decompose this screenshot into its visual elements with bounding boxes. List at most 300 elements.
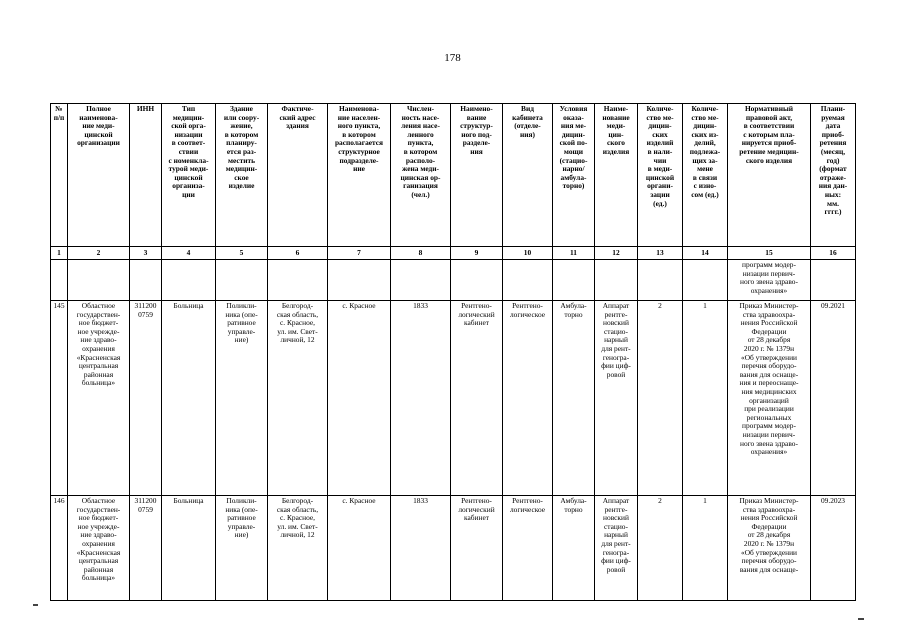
header-line: ния [470, 146, 483, 156]
column-number: 10 [503, 247, 553, 260]
cell-line: фии циф- [601, 361, 631, 371]
cell-device [595, 496, 638, 601]
cell-line: новский [603, 513, 629, 523]
header-line: с которым пла- [743, 129, 795, 139]
cell-line: ства здравоохра- [742, 309, 796, 319]
cell-line: охранения [82, 538, 115, 548]
cell-line: Федерации [751, 521, 787, 531]
header-line: организа- [172, 181, 205, 191]
header-line: ских [652, 129, 668, 139]
cell-line: ровой [606, 369, 626, 379]
cell-line: низации первич- [742, 429, 796, 439]
header-line: мощи [563, 146, 584, 156]
header-line: или соору- [223, 112, 260, 122]
cell-line: 0759 [138, 504, 153, 514]
header-line: Числен- [406, 104, 435, 113]
header-line: изделие [228, 181, 255, 191]
header-row [51, 104, 856, 247]
cell-line: ние) [234, 530, 249, 540]
cell-line: рентге- [604, 504, 628, 514]
cell-conditions [553, 301, 595, 496]
cell-line: геногра- [602, 352, 630, 362]
cell-line: геногра- [602, 547, 630, 557]
scan-mark [33, 604, 38, 606]
cell-line: перечня оборудо- [741, 361, 797, 371]
cell-unit [451, 301, 503, 496]
cell-line: районная [83, 369, 114, 379]
cell-address [268, 301, 328, 496]
header-line: планиру- [226, 138, 257, 148]
cell-line: для рент- [601, 538, 631, 548]
header-cell-16 [811, 104, 856, 247]
column-number-row [51, 247, 856, 260]
cell-conditions [553, 496, 595, 601]
cell-line: больница» [81, 378, 116, 388]
header-line: ретения [819, 138, 847, 148]
continuation-line: программ модер- [742, 260, 796, 269]
column-number: 2 [68, 247, 130, 260]
cell-qty [638, 496, 683, 601]
header-line: дата [825, 121, 841, 131]
column-number: 11 [553, 247, 595, 260]
cell-line: вания для оснаще- [739, 564, 799, 574]
cell-line: Областное [81, 496, 116, 505]
cell-date [811, 301, 856, 496]
cell-line: с. Красное [342, 496, 376, 505]
header-line: цинской [84, 129, 113, 139]
header-line: Количе- [646, 104, 674, 113]
cell-line: кабинет [464, 318, 489, 328]
header-line: (стацио- [559, 155, 588, 165]
header-line: зации [650, 189, 670, 199]
header-line: в соответствии [743, 121, 795, 131]
cell-line: с. Красное, [279, 513, 316, 523]
header-line: ретение медицин- [739, 146, 799, 156]
header-line: в котором [224, 129, 259, 139]
cell-line: охранения» [750, 447, 788, 457]
cell-org [68, 301, 130, 496]
header-line: (чел.) [411, 189, 430, 199]
cell-line: ства здравоохра- [742, 504, 796, 514]
header-line: ния дан- [818, 181, 848, 191]
cell-line: ративное [227, 513, 256, 523]
cell-address [268, 496, 328, 601]
header-line: кабинета [512, 112, 543, 122]
continuation-line: ного звена здраво- [740, 277, 798, 287]
header-line: Нормативный [744, 104, 794, 113]
cell-replace [683, 301, 728, 496]
cell-line: 311200 [134, 496, 157, 505]
header-line: жена меди- [401, 164, 440, 174]
cell-line: Аппарат [602, 301, 630, 310]
cell-line: больница» [81, 573, 116, 583]
header-line: вание [466, 112, 487, 122]
column-number: 9 [451, 247, 503, 260]
header-line: медицин- [172, 112, 205, 122]
header-line: цинской [645, 172, 675, 182]
header-line: амбула- [560, 172, 587, 182]
cell-line: нарный [604, 335, 628, 345]
header-line: ния ме- [560, 121, 587, 131]
header-line: Наименова- [339, 104, 379, 113]
header-line: ской по- [559, 138, 588, 148]
column-number: 13 [638, 247, 683, 260]
cell-line: от 28 декабря [747, 530, 791, 540]
row-number: 145 [51, 301, 68, 496]
cell-line: личной, 12 [280, 335, 315, 345]
header-line: цин- [608, 129, 624, 139]
header-line: (формат [819, 164, 847, 174]
header-line: нарно/ [562, 164, 585, 174]
cell-line: ние здраво- [80, 530, 117, 540]
header-line: ское [234, 172, 249, 182]
cell-line: Рентгено- [461, 301, 492, 310]
cell-unit [451, 496, 503, 601]
header-cell-11 [553, 104, 595, 247]
header-line: ных: [824, 189, 842, 199]
cell-line: рентге- [604, 309, 628, 319]
cell-line: ративное [227, 318, 256, 328]
cell-building [216, 301, 268, 496]
header-line: структур- [460, 121, 493, 131]
header-line: ции [182, 189, 195, 199]
cell-line: логический [458, 309, 495, 319]
cell-date [811, 496, 856, 601]
cell-line: Амбула- [560, 496, 587, 505]
header-line: ствии [178, 146, 199, 156]
cell-line: 09.2023 [820, 496, 846, 505]
cell-line: 1 [703, 301, 707, 310]
cell-line: 2 [658, 301, 662, 310]
cell-act [728, 496, 811, 601]
header-line: дицин- [693, 121, 717, 131]
header-line: жение, [230, 121, 253, 131]
header-line: (отделе- [514, 121, 541, 131]
header-line: пункта, [407, 138, 434, 148]
cell-qty [638, 301, 683, 496]
page-number: 178 [444, 52, 461, 64]
cell-line: «Об утверждении [741, 352, 797, 362]
header-line: Здание [230, 104, 253, 113]
header-line: оказа- [563, 112, 584, 122]
cell-line: «Об утверждении [741, 547, 797, 557]
header-line: изделий [646, 138, 674, 148]
cell-settlement [328, 301, 391, 496]
cell-line: Приказ Министер- [739, 301, 799, 310]
cell-line: с. Красное [342, 301, 376, 310]
cell-line: государствен- [76, 309, 121, 319]
header-line: дицин- [648, 121, 672, 131]
cell-inn [130, 301, 162, 496]
header-line: ство ме- [691, 112, 719, 122]
cell-line: ния и переоснаще- [739, 378, 799, 388]
cell-line: Белгород- [281, 301, 314, 310]
header-line: № [55, 104, 63, 113]
table-row [51, 496, 856, 601]
cell-line: Рентгено- [512, 496, 543, 505]
column-number: 16 [811, 247, 856, 260]
cell-line: Приказ Министер- [739, 496, 799, 505]
continuation-row [51, 260, 856, 301]
cell-line: от 28 декабря [747, 335, 791, 345]
column-number: 7 [328, 247, 391, 260]
cell-line: Поликли- [226, 301, 257, 310]
cell-line: Рентгено- [512, 301, 543, 310]
cell-line: ул. им. Свет- [277, 326, 318, 336]
header-line: Условия [559, 104, 588, 113]
row-number: 146 [51, 496, 68, 601]
header-line: разделе- [462, 138, 491, 148]
cell-line: при реализации [744, 404, 794, 414]
cell-line: 09.2021 [820, 301, 846, 310]
cell-line: Федерации [751, 326, 787, 336]
header-line: Наимено- [460, 104, 493, 113]
header-line: ский адрес [279, 112, 316, 122]
cell-line: кабинет [464, 513, 489, 523]
column-number: 14 [683, 247, 728, 260]
header-cell-1 [51, 104, 68, 247]
header-line: ство ме- [646, 112, 674, 122]
cell-device [595, 301, 638, 496]
cell-line: ное бюджет- [78, 513, 119, 523]
header-cell-14 [683, 104, 728, 247]
header-line: ние [353, 164, 365, 174]
column-number: 1 [51, 247, 68, 260]
header-line: делий, [694, 138, 716, 148]
cell-line: стацио- [604, 326, 628, 336]
header-line: приоб- [821, 129, 845, 139]
header-line: дицин- [561, 129, 586, 139]
cell-line: логическое [509, 504, 546, 514]
cell-line: ния медицинских [741, 386, 797, 396]
cell-line: охранения [82, 343, 115, 353]
header-line: ного пункта, [337, 121, 381, 131]
cell-line: ное бюджет- [78, 318, 119, 328]
header-line: здания [286, 121, 309, 131]
header-line: изделия [602, 146, 630, 156]
header-line: низации [174, 129, 203, 139]
cell-cabinet [503, 301, 553, 496]
cell-line: 311200 [134, 301, 157, 310]
header-line: структурное [338, 146, 380, 156]
header-line: в меди- [647, 164, 673, 174]
column-number: 8 [391, 247, 451, 260]
header-cell-5 [216, 104, 268, 247]
cell-line: региональных [746, 412, 792, 422]
header-line: ского изделия [745, 155, 793, 165]
header-line: располагается [334, 138, 384, 148]
cell-line: ника (опе- [225, 309, 258, 319]
header-line: располо- [405, 155, 436, 165]
cell-inn [130, 496, 162, 601]
cell-line: 0759 [138, 309, 153, 319]
cell-line: 1 [703, 496, 707, 505]
header-cell-6 [268, 104, 328, 247]
header-line: подлежа- [689, 146, 721, 156]
cell-line: Больница [173, 496, 204, 505]
cell-line: стацио- [604, 521, 628, 531]
header-line: п/п [53, 112, 65, 122]
cell-line: 1833 [413, 301, 428, 310]
column-number: 4 [162, 247, 216, 260]
cell-line: ровой [606, 564, 626, 574]
cell-line: 2 [658, 496, 662, 505]
cell-population [391, 301, 451, 496]
header-line: в связи [692, 172, 718, 182]
header-line: гггг.) [824, 207, 842, 217]
header-line: ского [606, 138, 625, 148]
header-line: турой меди- [168, 164, 209, 174]
header-line: Наиме- [603, 104, 629, 113]
cell-line: Областное [81, 301, 116, 310]
header-cell-2 [68, 104, 130, 247]
cell-building [216, 496, 268, 601]
header-line: щих за- [692, 155, 718, 165]
cell-line: ное учрежде- [77, 326, 120, 336]
cell-line: логическое [509, 309, 546, 319]
cell-act [728, 301, 811, 496]
header-line: ние меди- [82, 121, 115, 131]
cell-line: 2020 г. № 1379н [743, 343, 795, 353]
column-number: 6 [268, 247, 328, 260]
header-cell-12 [595, 104, 638, 247]
header-line: ние населен- [337, 112, 381, 122]
header-line: ность насе- [401, 112, 440, 122]
cell-line: Амбула- [560, 301, 587, 310]
cell-line: ника (опе- [225, 504, 258, 514]
cell-line: Рентгено- [461, 496, 492, 505]
header-line: в соответ- [171, 138, 206, 148]
header-line: (ед.) [653, 198, 667, 208]
cell-line: торно [564, 504, 583, 514]
cell-population [391, 496, 451, 601]
cell-line: Поликли- [226, 496, 257, 505]
column-number: 15 [728, 247, 811, 260]
cell-line: программ модер- [742, 421, 796, 431]
header-line: нируется приоб- [741, 138, 797, 148]
header-line: чии [653, 155, 667, 165]
header-line: ния) [520, 129, 535, 139]
header-cell-13 [638, 104, 683, 247]
cell-line: перечня оборудо- [741, 556, 797, 566]
cell-settlement [328, 496, 391, 601]
header-line: с номенкла- [168, 155, 209, 165]
header-line: руемая [821, 112, 845, 122]
continuation-act-cell [728, 260, 811, 301]
header-cell-3 [130, 104, 162, 247]
header-line: мм. [827, 198, 839, 208]
cell-line: ская область, [276, 504, 319, 514]
header-cell-4 [162, 104, 216, 247]
header-line: Количе- [691, 104, 719, 113]
cell-replace [683, 496, 728, 601]
header-line: Полное [86, 104, 111, 113]
cell-line: нения Российской [740, 318, 798, 328]
table-row [51, 301, 856, 496]
cell-line: ного звена здраво- [740, 438, 798, 448]
scan-mark [858, 618, 864, 620]
header-line: нование [602, 112, 630, 122]
header-line: ленного [407, 129, 434, 139]
cell-line: 2020 г. № 1379н [743, 538, 795, 548]
cell-line: «Красненская [76, 547, 121, 557]
cell-line: новский [603, 318, 629, 328]
header-line: ИНН [136, 104, 155, 113]
cell-line: вания для оснаще- [739, 369, 799, 379]
continuation-line: низации первич- [742, 268, 796, 278]
cell-line: ская область, [276, 309, 319, 319]
equipment-table [50, 103, 856, 601]
cell-line: организаций [749, 395, 789, 405]
cell-line: центральная [78, 361, 119, 371]
cell-cabinet [503, 496, 553, 601]
header-line: Фактиче- [281, 104, 314, 113]
cell-line: нения Российской [740, 513, 798, 523]
header-line: год) [826, 155, 840, 165]
header-line: подразделе- [339, 155, 379, 165]
header-cell-10 [503, 104, 553, 247]
header-line: ного под- [461, 129, 492, 139]
cell-line: фии циф- [601, 556, 631, 566]
cell-type [162, 301, 216, 496]
cell-line: логический [458, 504, 495, 514]
header-line: с изно- [693, 181, 717, 191]
header-line: организации [77, 138, 120, 148]
cell-line: «Красненская [76, 352, 121, 362]
cell-type [162, 496, 216, 601]
header-line: Вид [521, 104, 534, 113]
header-line: органи- [647, 181, 673, 191]
header-line: ских из- [691, 129, 719, 139]
header-line: наименова- [79, 112, 118, 122]
cell-line: Больница [173, 301, 204, 310]
cell-line: Аппарат [602, 496, 630, 505]
column-number: 3 [130, 247, 162, 260]
cell-line: торно [564, 309, 583, 319]
cell-line: ное учрежде- [77, 521, 120, 531]
cell-line: с. Красное, [279, 318, 316, 328]
header-line: в котором [403, 146, 438, 156]
cell-line: нарный [604, 530, 628, 540]
cell-line: управле- [227, 326, 256, 336]
header-line: Плани- [820, 104, 846, 113]
column-number: 5 [216, 247, 268, 260]
header-line: местить [227, 155, 256, 165]
cell-line: Белгород- [281, 496, 314, 505]
header-cell-9 [451, 104, 503, 247]
cell-line: ул. им. Свет- [277, 521, 318, 531]
header-line: отраже- [819, 172, 847, 182]
header-line: сом (ед.) [691, 189, 719, 199]
header-line: ления насе- [401, 121, 440, 131]
header-line: ганизация [403, 181, 438, 191]
header-cell-15 [728, 104, 811, 247]
header-line: в котором [342, 129, 376, 139]
header-line: ется раз- [226, 146, 257, 156]
cell-line: государствен- [76, 504, 121, 514]
header-line: цинская ор- [400, 172, 441, 182]
cell-line: районная [83, 564, 114, 574]
header-line: торно) [562, 181, 585, 191]
header-line: меди- [606, 121, 626, 131]
cell-org [68, 496, 130, 601]
cell-line: ние здраво- [80, 335, 117, 345]
header-line: Тип [181, 104, 196, 113]
cell-line: центральная [78, 556, 119, 566]
cell-line: ние) [234, 335, 249, 345]
header-line: в нали- [647, 146, 673, 156]
cell-line: 1833 [413, 496, 428, 505]
